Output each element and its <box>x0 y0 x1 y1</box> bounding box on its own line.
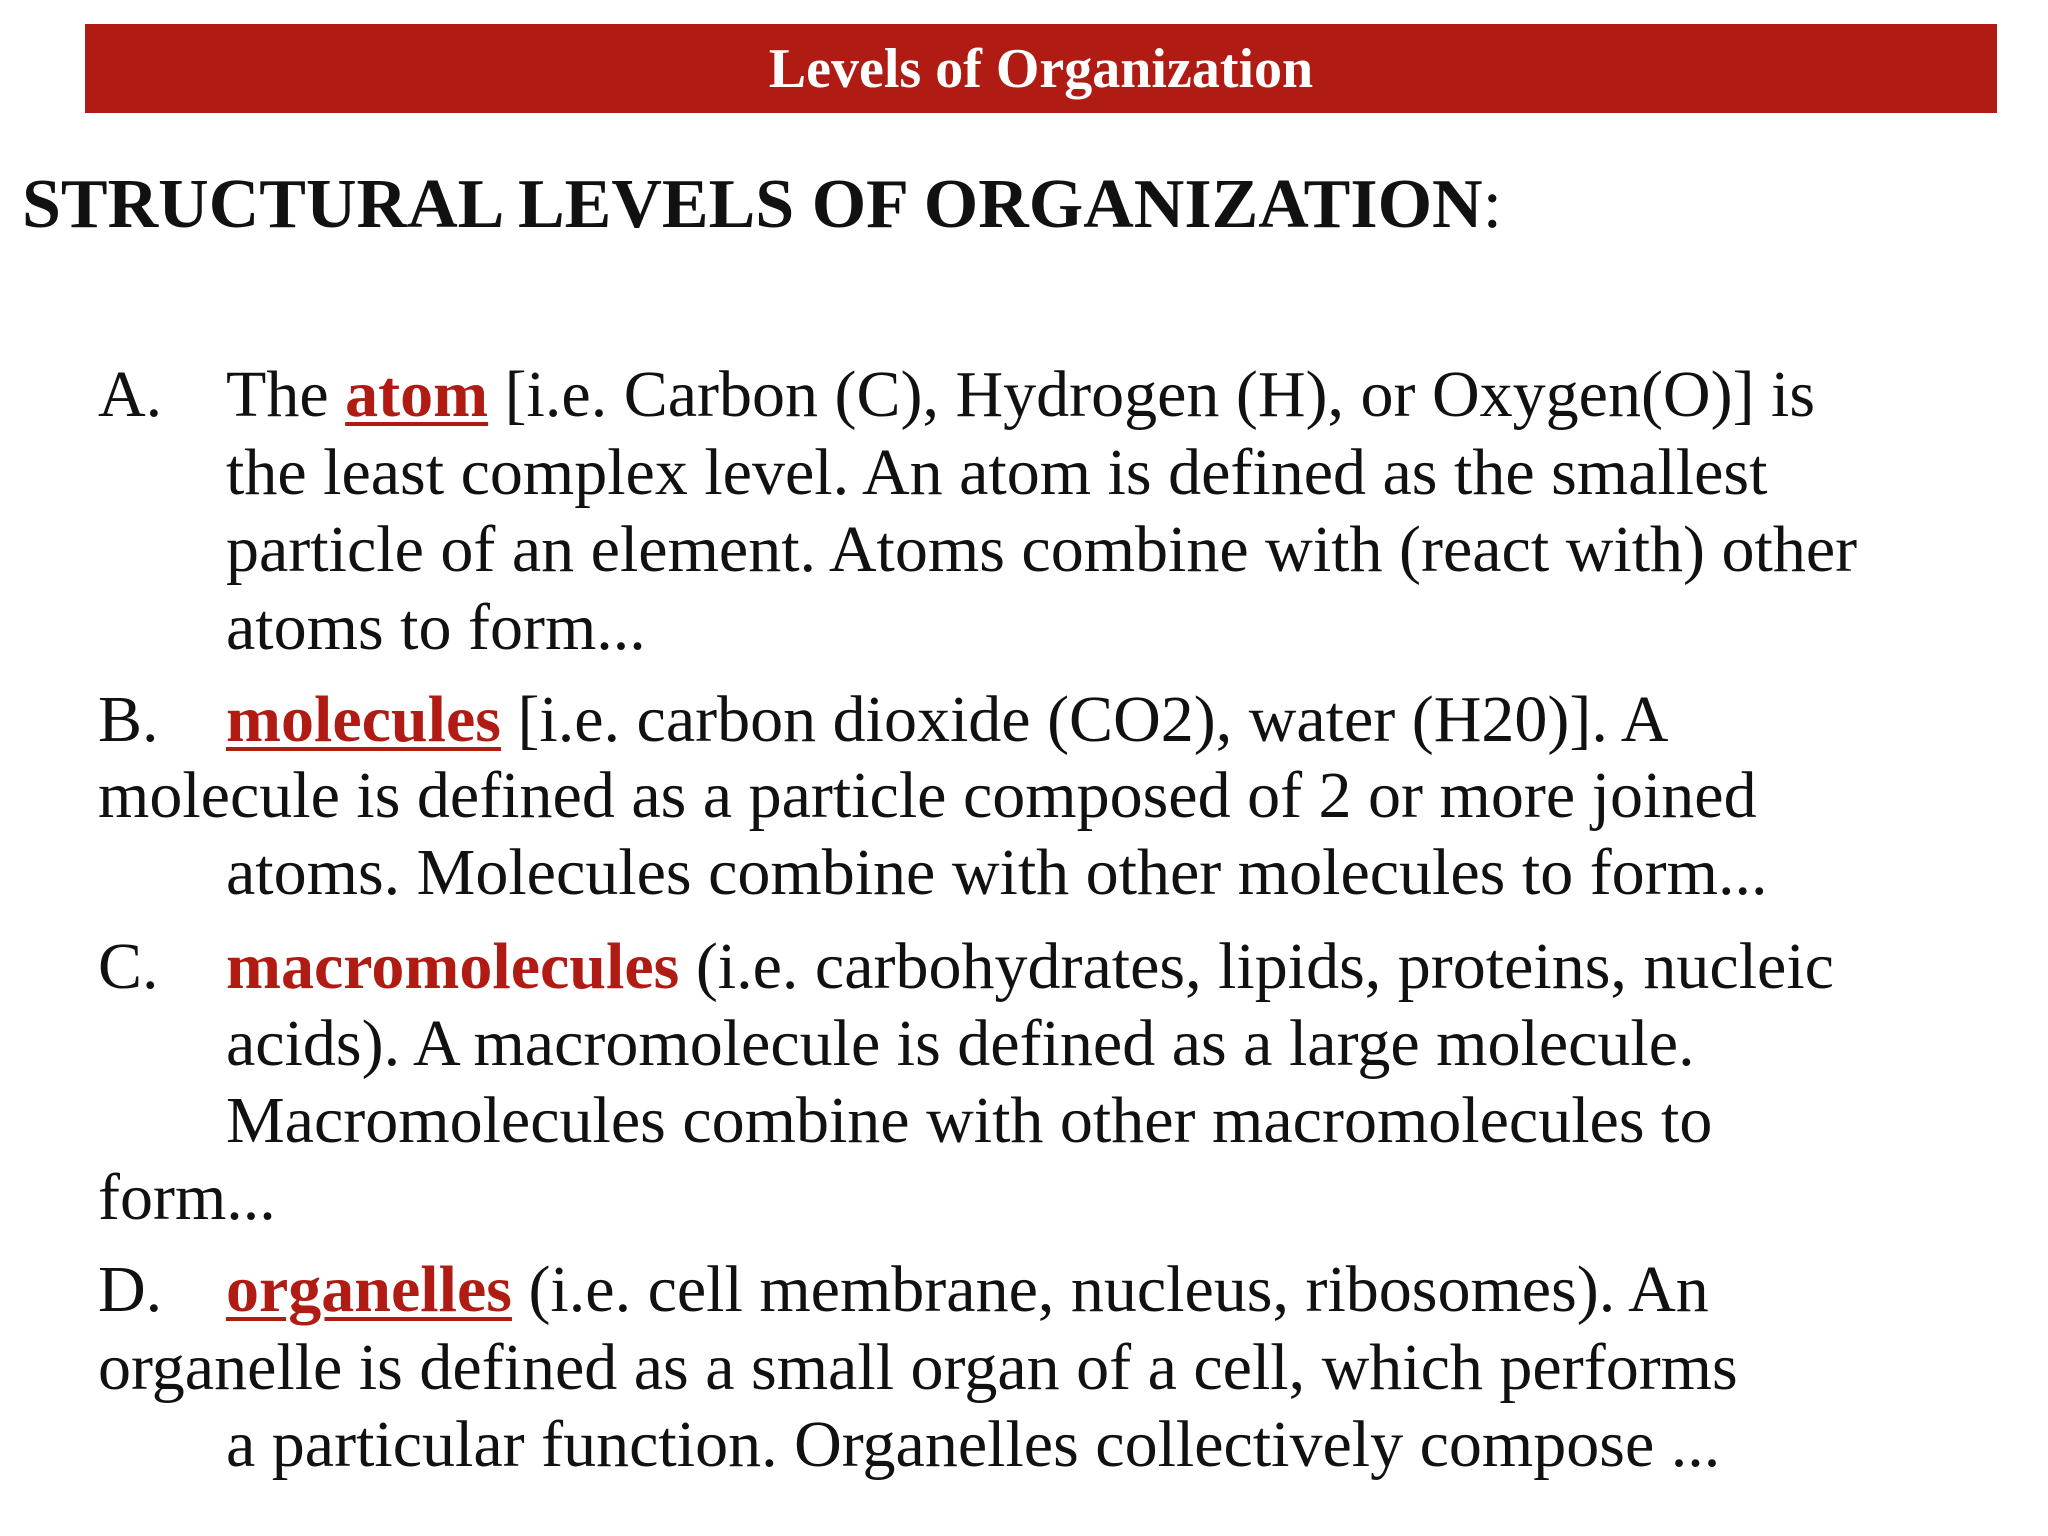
item-d-label: D. <box>98 1253 163 1326</box>
title-banner <box>85 24 1997 113</box>
item-a-text: [i.e. Carbon (C), Hydrogen (H), or Oxygen(O)] is <box>488 358 1816 431</box>
item-c-label: C. <box>98 930 159 1003</box>
section-heading-text: STRUCTURAL LEVELS OF ORGANIZATION <box>22 166 1483 243</box>
item-b-line-1 <box>226 681 1668 759</box>
item-c-line-2: acids). A macromolecule is defined as a large molecule. <box>226 1007 1695 1080</box>
item-b-label: B. <box>98 683 159 756</box>
section-heading <box>22 165 1502 245</box>
item-d-line-1 <box>226 1251 1709 1329</box>
item-b-text: [i.e. carbon dioxide (CO2), water (H20)]. A <box>500 683 1669 756</box>
banner-title: Levels of Organization <box>768 37 1314 100</box>
item-d-text: (i.e. cell membrane, nucleus, ribosomes). An <box>511 1253 1709 1326</box>
item-c-text: (i.e. carbohydrates, lipids, proteins, nucleic <box>679 930 1834 1003</box>
item-a-line-4: atoms to form... <box>226 591 646 664</box>
item-a-line-1 <box>226 356 1815 434</box>
item-a-line-3: particle of an element. Atoms combine with (react with) other <box>226 513 1858 586</box>
item-c-line-1 <box>226 928 1834 1006</box>
term-molecules: molecules <box>226 683 501 756</box>
item-a-lead: The <box>226 358 346 431</box>
item-b-line-3: atoms. Molecules combine with other molecules to form... <box>226 836 1768 909</box>
item-b-line-2: molecule is defined as a particle composed of 2 or more joined <box>98 759 1757 832</box>
item-c-line-4: form... <box>98 1161 276 1234</box>
term-atom: atom <box>345 358 489 431</box>
item-a-line-2: the least complex level. An atom is defined as the smallest <box>226 436 1768 509</box>
term-macromolecules: macromolecules <box>226 930 680 1003</box>
item-d-line-3: a particular function. Organelles collectively compose ... <box>226 1408 1721 1481</box>
section-heading-colon: : <box>1482 166 1503 243</box>
item-c-line-3: Macromolecules combine with other macromolecules to <box>226 1084 1713 1157</box>
term-organelles: organelles <box>226 1253 512 1326</box>
item-a-label: A. <box>98 358 163 431</box>
item-d-line-2: organelle is defined as a small organ of a cell, which performs <box>98 1331 1738 1404</box>
